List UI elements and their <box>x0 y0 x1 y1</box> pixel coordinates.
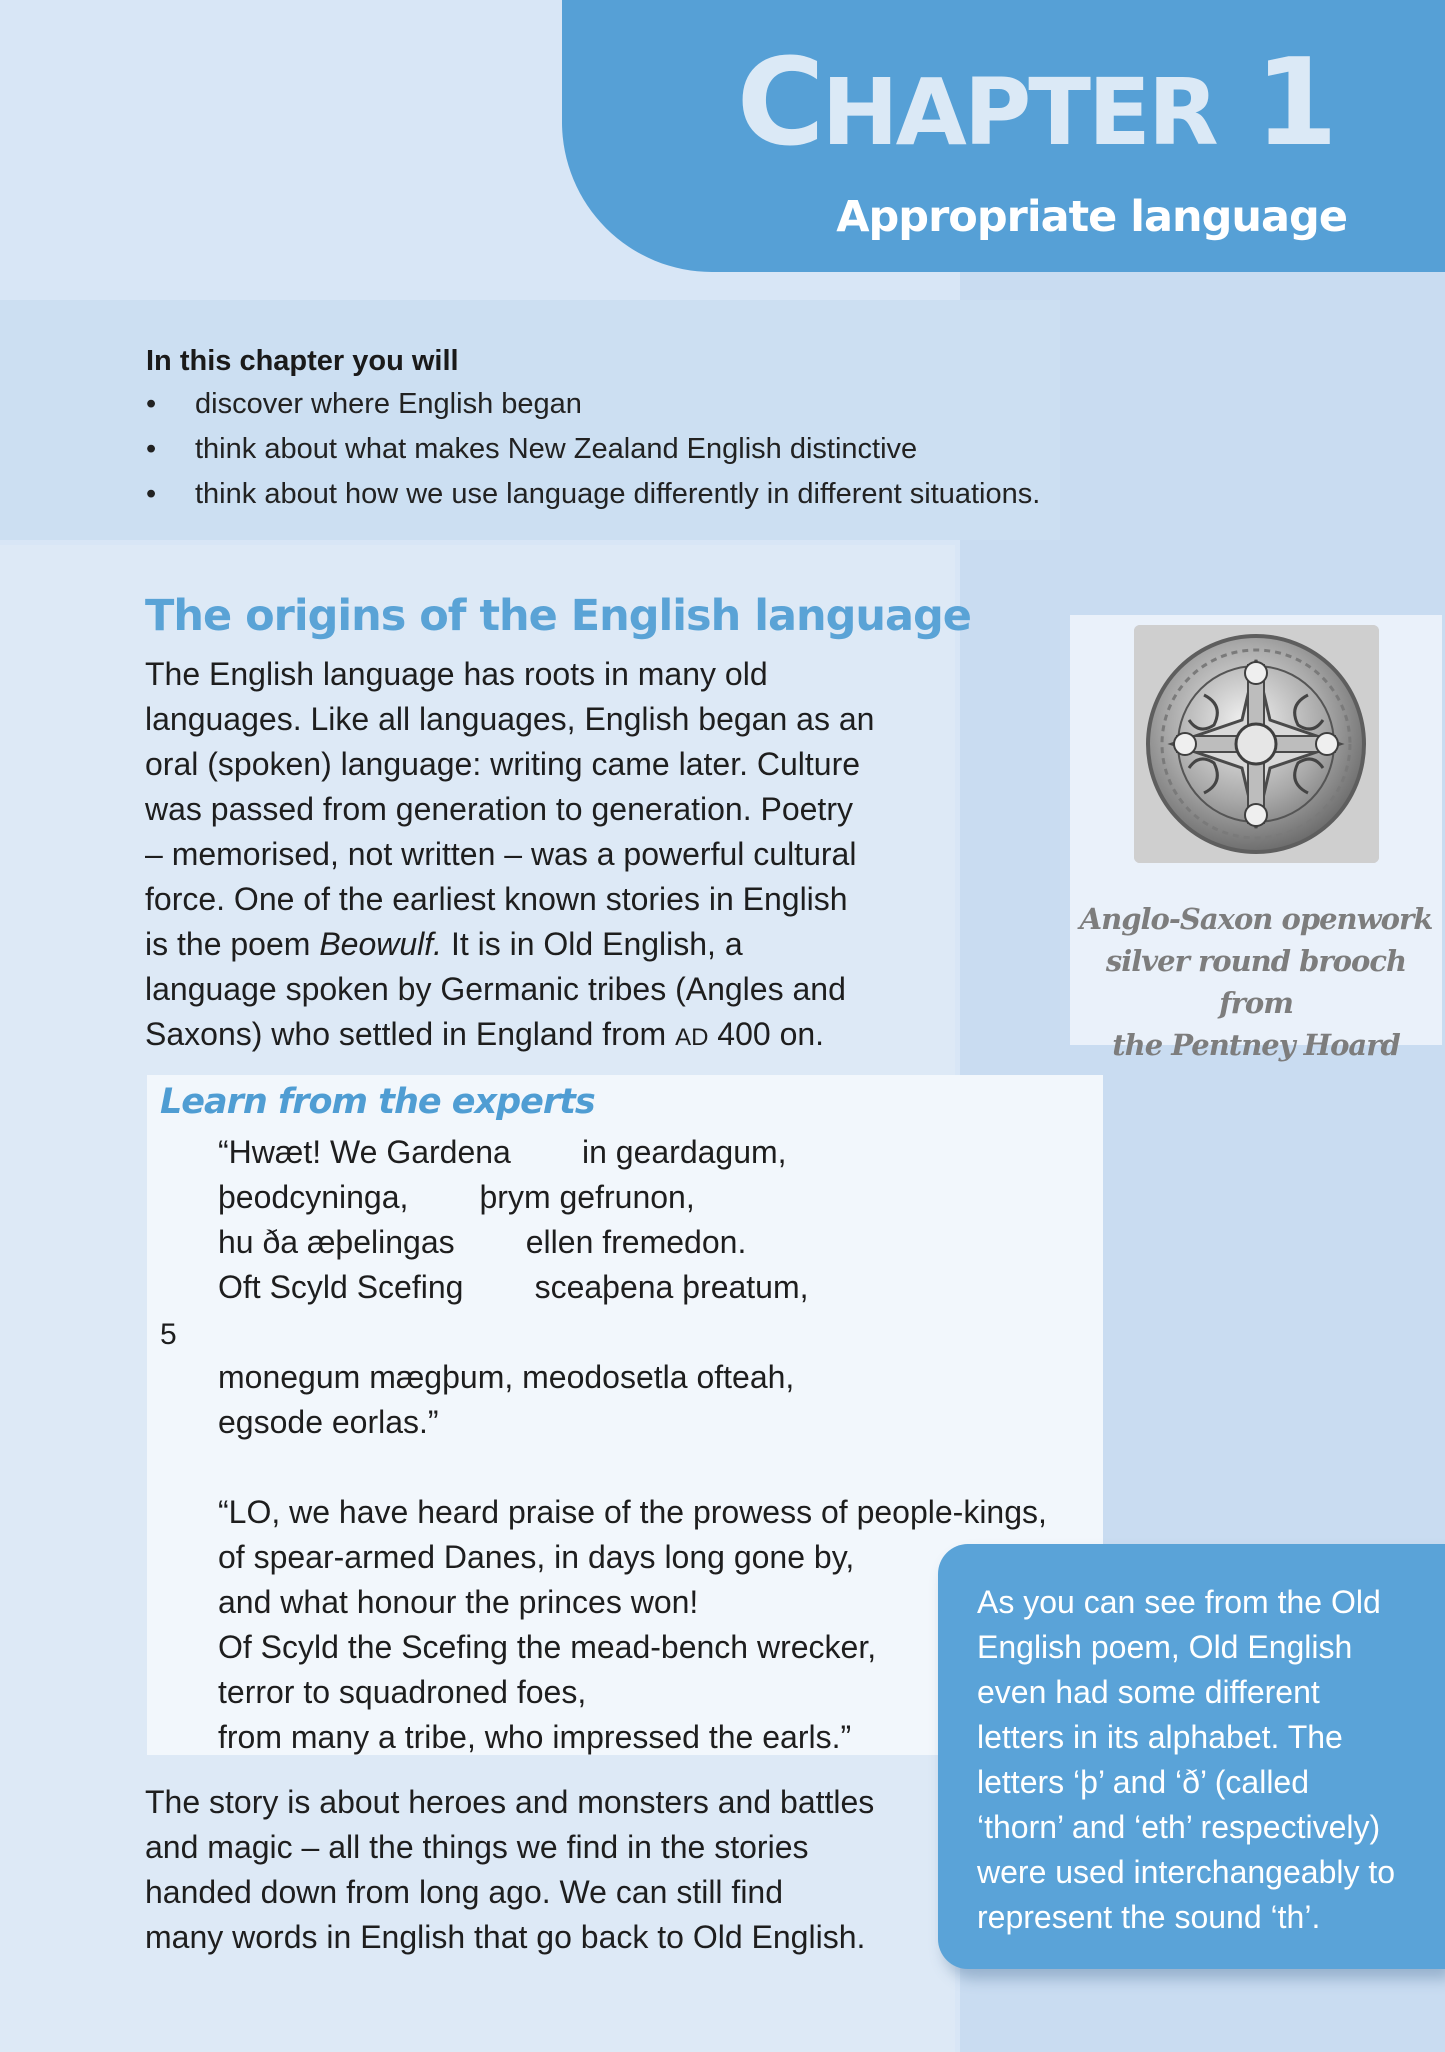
translation-line: terror to squadroned foes, <box>218 1674 587 1710</box>
bullet-icon: • <box>146 433 157 465</box>
translation-line: and what honour the princes won! <box>218 1584 699 1620</box>
list-item: • discover where English began <box>146 382 1040 427</box>
photo-caption: Anglo-Saxon openwork silver round brooch from the Pentney Hoard <box>1079 902 1433 1062</box>
note-text: As you can see from the Old English poem, Old English even had some different letters in its alphabet. The letters ‘þ’ and ‘ð’ (called ‘thorn’ and ‘eth’ respectively) were used interchangeably to represent the sound ‘th’. <box>977 1584 1396 1935</box>
poem-title: Beowulf. <box>319 926 443 962</box>
old-english-line: egsode eorlas.” <box>218 1404 439 1440</box>
brooch-photo <box>1134 625 1379 863</box>
intro-list <box>146 382 1040 517</box>
old-english-line: hu ða æþelingas ellen fremedon. <box>218 1224 747 1260</box>
chapter-title: CHAPTER 1 <box>736 34 1335 173</box>
section-title: The origins of the English language <box>145 591 971 641</box>
translation-line: Of Scyld the Scefing the mead-bench wrecker, <box>218 1629 877 1665</box>
line-number: 5 <box>160 1318 177 1351</box>
translation-line: “LO, we have heard praise of the prowess of people-kings, <box>218 1494 1047 1530</box>
bullet-icon: • <box>146 478 157 510</box>
old-english-line: monegum mægþum, meodosetla ofteah, <box>218 1359 795 1395</box>
translation-line: from many a tribe, who impressed the earls.” <box>218 1719 852 1755</box>
translation-line: of spear-armed Danes, in days long gone by, <box>218 1539 855 1575</box>
chapter-header-tab <box>562 0 1445 272</box>
intro-heading: In this chapter you will <box>146 345 459 377</box>
chapter-subtitle: Appropriate language <box>836 192 1347 242</box>
brooch-image <box>1134 625 1379 863</box>
old-english-line: “Hwæt! We Gardena in geardagum, <box>218 1134 787 1170</box>
closing-paragraph: The story is about heroes and monsters and battles and magic – all the things we find in the stories handed down from long ago. We can still find many words in English that go back to Old English. <box>145 1784 875 1955</box>
list-item: • think about what makes New Zealand English distinctive <box>146 427 1040 472</box>
origins-paragraph: The English language has roots in many old languages. Like all languages, English began as an oral (spoken) language: writing came later. Culture was passed from generation to generation. Poetry – memorised, not written – was a powerful cultural force. One of the earliest known stories in English is the poem Beowulf. It is in Old English, a language spoken by Germanic tribes (Angles and Saxons) who settled in England from AD 400 on. <box>145 656 875 1052</box>
old-english-line: Oft Scyld Scefing sceaþena þreatum, <box>218 1269 809 1305</box>
bullet-icon: • <box>146 388 157 420</box>
experts-heading: Learn from the experts <box>160 1082 595 1122</box>
list-item: • think about how we use language differently in different situations. <box>146 472 1040 517</box>
old-english-line: þeodcyninga, þrym gefrunon, <box>218 1179 695 1215</box>
